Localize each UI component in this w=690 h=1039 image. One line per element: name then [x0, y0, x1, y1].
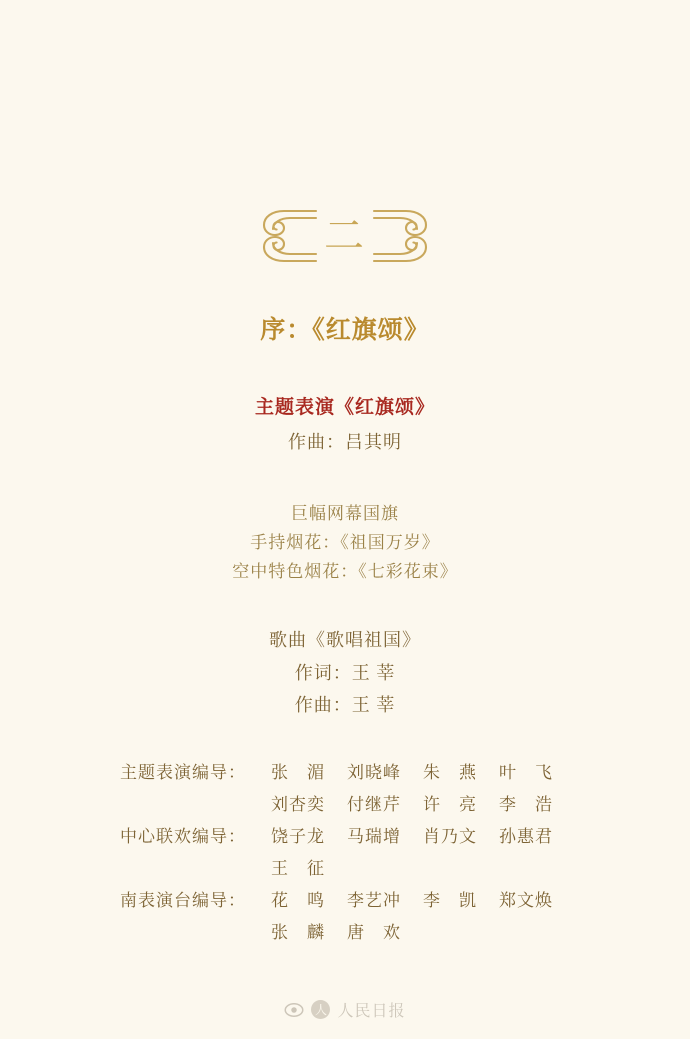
song-composer: 作曲：王 莘 — [294, 695, 396, 715]
stage-line-1: 巨幅网幕国旗 — [291, 504, 399, 523]
credit-name: 李 浩 — [499, 795, 553, 814]
credit-names — [260, 757, 564, 789]
credit-label: 中心联欢编导： — [120, 827, 246, 846]
credit-name: 郑文焕 — [499, 891, 553, 910]
credit-name: 付继芹 — [347, 795, 401, 814]
credits-list — [120, 757, 580, 949]
credit-names — [260, 789, 564, 821]
credit-names — [260, 821, 564, 853]
credit-row — [120, 885, 580, 917]
stage-line-2: 手持烟花：《祖国万岁》 — [250, 533, 440, 552]
credit-label: 主题表演编导： — [120, 763, 246, 782]
credit-row — [120, 853, 580, 885]
chapter-number: 二 — [324, 213, 366, 258]
credit-name: 张 麟 — [271, 923, 325, 942]
song-lyricist: 作词：王 莘 — [294, 663, 396, 683]
credit-name: 许 亮 — [423, 795, 477, 814]
credit-name: 张 湄 — [271, 763, 325, 782]
weibo-eye-icon — [284, 1000, 304, 1020]
credit-name: 肖乃文 — [423, 827, 477, 846]
performance-title: 主题表演《红旗颂》 — [254, 397, 435, 418]
credit-names — [260, 917, 412, 949]
credit-name: 李 凯 — [423, 891, 477, 910]
credit-name: 刘晓峰 — [347, 763, 401, 782]
credit-label: 南表演台编导： — [120, 891, 246, 910]
credit-name: 朱 燕 — [423, 763, 477, 782]
song-title: 歌曲《歌唱祖国》 — [269, 630, 421, 650]
credit-name: 孙惠君 — [499, 827, 553, 846]
credit-row — [120, 789, 580, 821]
credit-names — [260, 885, 564, 917]
chapter-ornament — [0, 205, 690, 267]
credit-name: 饶子龙 — [271, 827, 325, 846]
credit-name: 花 鸣 — [271, 891, 325, 910]
credit-row — [120, 821, 580, 853]
credit-name: 刘杏奕 — [271, 795, 325, 814]
performance-composer: 作曲：吕其明 — [288, 432, 402, 452]
credit-name: 王 征 — [271, 859, 325, 878]
credit-name: 叶 飞 — [499, 763, 553, 782]
section-title: 序：《红旗颂》 — [260, 317, 430, 344]
credit-row — [120, 757, 580, 789]
renmin-ribao-logo-icon: 人 — [311, 1000, 330, 1019]
watermark — [0, 998, 690, 1021]
credit-names — [260, 853, 336, 885]
credit-name: 马瑞增 — [347, 827, 401, 846]
credit-name: 李艺冲 — [347, 891, 401, 910]
cloud-scroll-icon — [370, 205, 436, 267]
credit-name: 唐 欢 — [347, 923, 401, 942]
cloud-scroll-icon — [254, 205, 320, 267]
stage-line-3: 空中特色烟花：《七彩花束》 — [232, 562, 458, 581]
watermark-text: 人民日报 — [337, 1003, 406, 1020]
credit-row — [120, 917, 580, 949]
